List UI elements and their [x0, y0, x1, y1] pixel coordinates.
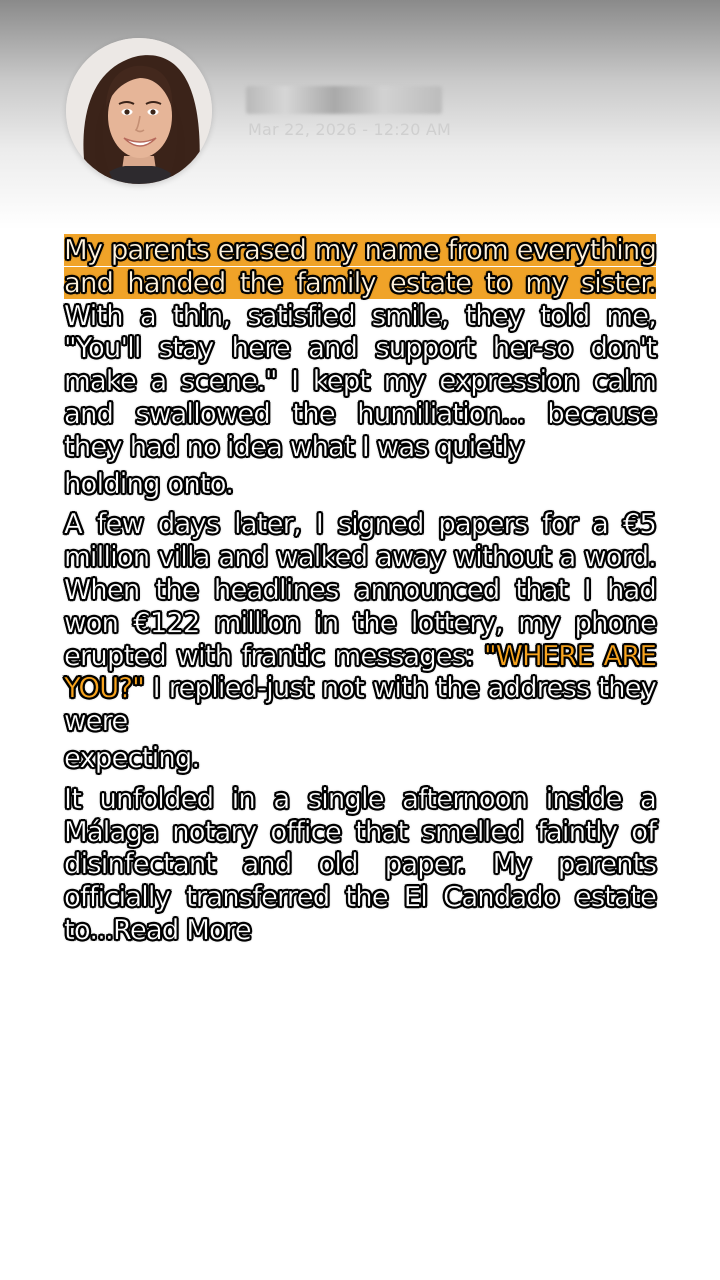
author-name[interactable] — [246, 86, 442, 114]
paragraph-3 — [64, 783, 656, 947]
post-body — [64, 234, 656, 947]
highlighted-lead: My parents erased my name from everything and handed the family estate to my sister. — [64, 234, 656, 299]
paragraph-1 — [64, 234, 656, 464]
highlighted-quote: "WHERE ARE YOU?" — [64, 639, 656, 705]
paragraph-2-text: A few days later, I signed papers for a €5 million villa and walked away without a word. When the headlines announced that I had won €122 million in the lottery, my phone erupted with frantic messages: — [64, 508, 656, 672]
paragraph-2 — [64, 508, 656, 738]
paragraph-2-tail: expecting. — [64, 741, 200, 774]
post-date: Mar 22, 2026 - 12:20 AM — [248, 120, 452, 139]
paragraph-3-text: It unfolded in a single afternoon inside a Málaga notary office that smelled faintly of disinfectant and old paper. My parents officially transferred the El Candado estate to... — [64, 782, 656, 946]
paragraph-2-rest: I replied-just not with the address they were — [64, 672, 656, 738]
paragraph-1-text: With a thin, satisfied smile, they told me, "You'll stay here and support her-so don't make a scene." I kept my expression calm and swallowed the humiliation... because they had no idea what I was quietly — [64, 299, 656, 463]
read-more-link[interactable]: Read More — [112, 913, 251, 946]
paragraph-1-tail: holding onto. — [64, 467, 234, 500]
woman-portrait-avatar-icon — [66, 38, 212, 184]
author-avatar[interactable] — [66, 38, 212, 184]
